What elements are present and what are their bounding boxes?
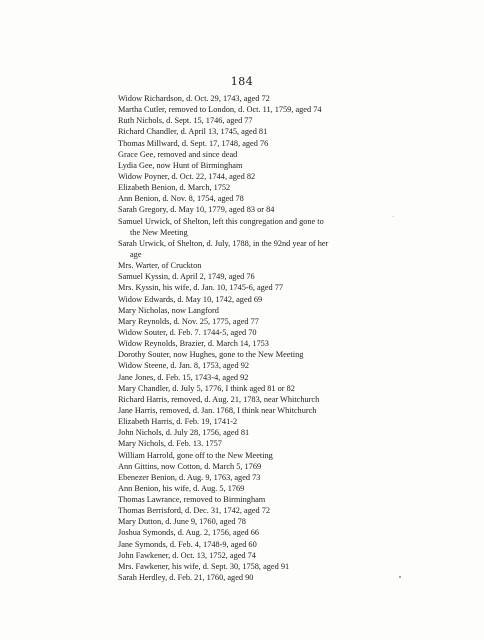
scan-dot bbox=[399, 576, 401, 578]
register-entry: Widow Steene, d. Jan. 8, 1753, aged 92 bbox=[118, 361, 250, 371]
register-entry: Richard Chandler, d. April 13, 1745, aged 81 bbox=[118, 127, 268, 137]
register-entry-continuation: age bbox=[130, 249, 142, 259]
register-entry: Ruth Nichols, d. Sept. 15, 1746, aged 77 bbox=[118, 116, 253, 126]
register-entry: Mrs. Fawkener, his wife, d. Sept. 30, 1758, aged 91 bbox=[118, 561, 290, 571]
register-entry: Thomas Berrisford, d. Dec. 31, 1742, aged 72 bbox=[118, 506, 271, 516]
register-entry: Jane Jones, d. Feb. 15, 1743-4, aged 92 bbox=[118, 372, 249, 382]
register-entry: Sarah Gregory, d. May 10, 1779, aged 83 or 84 bbox=[118, 205, 275, 215]
register-entry: Joshua Symonds, d. Aug. 2, 1756, aged 66 bbox=[118, 528, 260, 538]
register-entry: Lydia Gee, now Hunt of Birmingham bbox=[118, 160, 243, 170]
register-entry: Grace Gee, removed and since dead bbox=[118, 149, 238, 159]
register-entry: Thomas Lawrance, removed to Birmingham bbox=[118, 495, 266, 505]
register-entry: John Fawkener, d. Oct. 13, 1752, aged 74 bbox=[118, 550, 256, 560]
register-list bbox=[0, 93, 484, 583]
register-entry: Sarah Herdley, d. Feb. 21, 1760, aged 90 bbox=[118, 573, 254, 583]
register-entry: Mary Nichols, d. Feb. 13. 1757 bbox=[118, 439, 222, 449]
register-entry-continuation: the New Meeting bbox=[130, 227, 188, 237]
register-entry: Ann Benion, his wife, d. Aug. 5, 1769 bbox=[118, 483, 245, 493]
register-entry: Mary Chandler, d. July 5, 1776, I think aged 81 or 82 bbox=[118, 383, 295, 393]
register-entry: Ann Gittins, now Cotton, d. March 5, 1769 bbox=[118, 461, 262, 471]
register-entry: Mary Reynolds, d. Nov. 25, 1775, aged 77 bbox=[118, 316, 259, 326]
register-entry: Richard Harris, removed, d. Aug. 21, 1783, near Whitchurch bbox=[118, 394, 320, 404]
register-entry: Mary Dutton, d. June 9, 1760, aged 78 bbox=[118, 517, 246, 527]
register-entry: Martha Cutler, removed to London, d. Oct. 11, 1759, aged 74 bbox=[118, 105, 322, 115]
page-number: 184 bbox=[230, 75, 254, 88]
register-entry: Widow Souter, d. Feb. 7. 1744-5, aged 70 bbox=[118, 327, 257, 337]
register-entry: Jane Symonds, d. Feb. 4, 1748-9, aged 60 bbox=[118, 539, 257, 549]
register-entry: Mrs. Warter, of Cruckton bbox=[118, 261, 202, 271]
register-entry: Elizabeth Harris, d. Feb. 19, 1741-2 bbox=[118, 417, 238, 427]
register-entry: Widow Edwards, d. May 10, 1742, aged 69 bbox=[118, 294, 263, 304]
register-entry: Dorothy Souter, now Hughes, gone to the New Meeting bbox=[118, 350, 304, 360]
register-entry: William Harrold, gone off to the New Meeting bbox=[118, 450, 273, 460]
scan-speck: · bbox=[392, 214, 394, 221]
register-entry: Samuel Kyssin, d. April 2, 1749, aged 76 bbox=[118, 272, 255, 282]
register-entry: Sarah Urwick, of Shelton, d. July, 1788, in the 92nd year of her bbox=[118, 238, 329, 248]
register-entry: Widow Richardson, d. Oct. 29, 1743, aged 72 bbox=[118, 94, 270, 103]
register-entry: Mrs. Kyssin, his wife, d. Jan. 10, 1745-6, aged 77 bbox=[118, 283, 284, 293]
register-entry: Jane Harris, removed, d. Jan. 1768, I think near Whitchurch bbox=[118, 405, 317, 415]
register-entry: Widow Poyner, d. Oct. 22, 1744, aged 82 bbox=[118, 171, 256, 181]
register-entry: Thomas Millward, d. Sept. 17, 1748, aged 76 bbox=[118, 138, 269, 148]
register-entry: Ebenezer Benion, d. Aug. 9, 1763, aged 73 bbox=[118, 472, 261, 482]
register-entry: Ann Benion, d. Nov. 8, 1754, aged 78 bbox=[118, 194, 244, 204]
register-entry: Samuel Urwick, of Shelton, left this congregation and gone to bbox=[118, 216, 324, 226]
register-entry: Elizabeth Benion, d. March, 1752 bbox=[118, 183, 231, 193]
register-entry: Widow Reynolds, Brazier, d. March 14, 1753 bbox=[118, 339, 269, 349]
register-entry: Mary Nicholas, now Langford bbox=[118, 305, 219, 315]
register-entry: John Nichols, d. July 28, 1756, aged 81 bbox=[118, 428, 250, 438]
